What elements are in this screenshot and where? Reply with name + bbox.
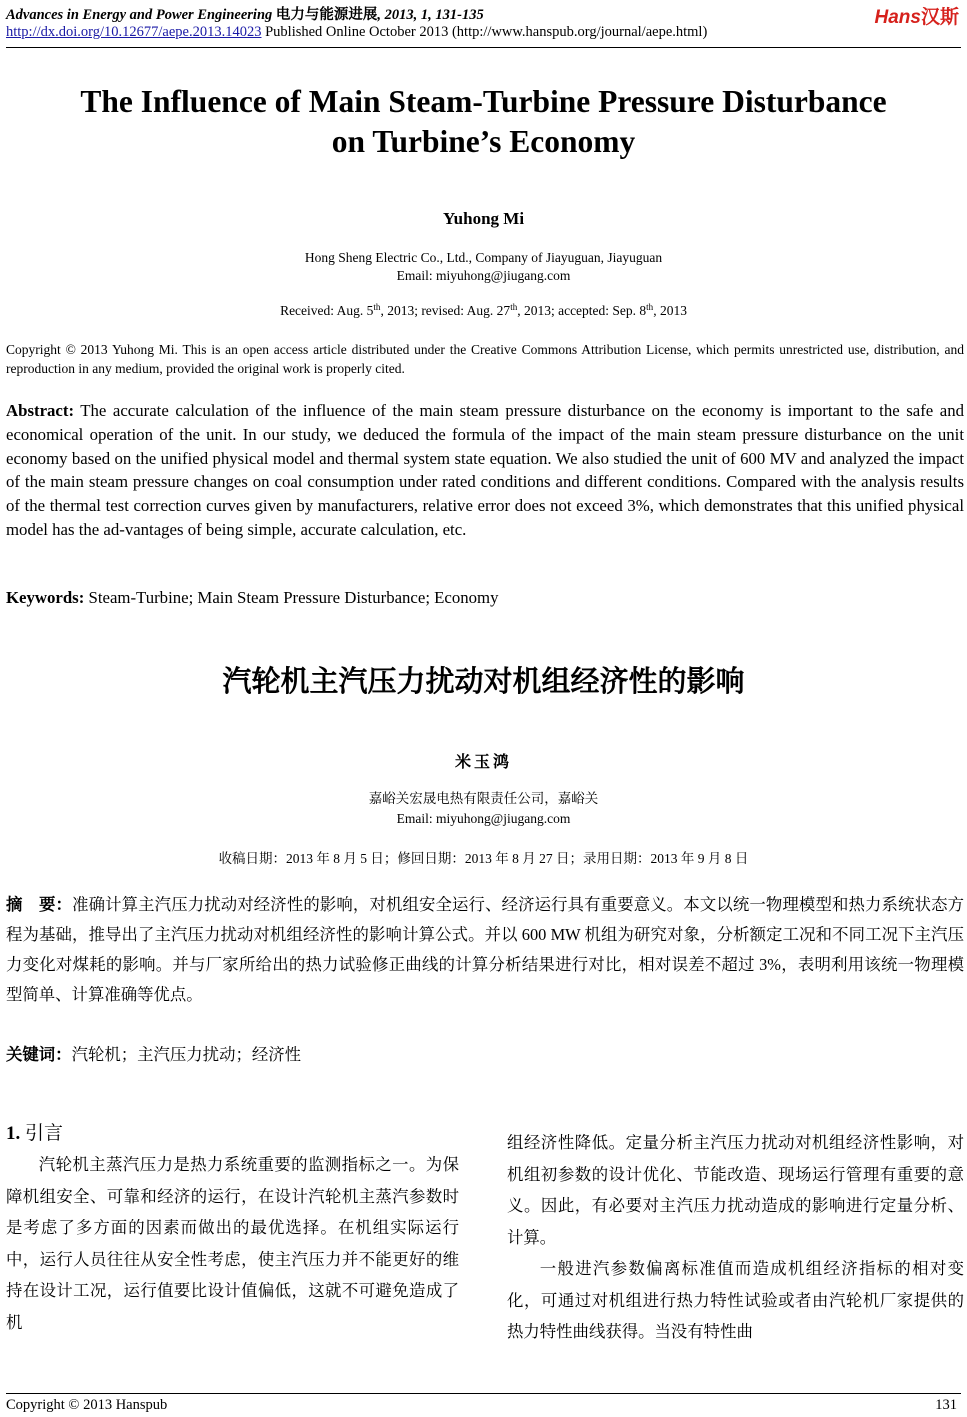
author-name: Yuhong Mi (442, 209, 525, 228)
volume-info: , 2013, 1, 131-135 (377, 7, 484, 23)
cn-author-name: 米玉鸿 (454, 754, 512, 771)
paper-title (0, 82, 967, 162)
section-number: 1. (6, 1123, 25, 1144)
received-text: Received: Aug. 5 (280, 303, 374, 318)
section-heading (6, 1118, 459, 1145)
received-dates (0, 303, 967, 319)
journal-header (6, 3, 484, 24)
published-online: Published Online October 2013 (http://www.hanspub.org/journal/aepe.html) (265, 24, 708, 40)
cn-keywords-label: 关键词： (6, 1045, 72, 1064)
journal-name: Advances in Energy and Power Engineering (6, 7, 273, 23)
abstract (6, 399, 964, 542)
abstract-text: The accurate calculation of the influence of the main steam pressure disturbance on the economy is important to the safe and economical operation of the unit. In our study, we deduced the formula of the impact of the main steam pressure disturbance on the unit economy based on the unified physical model and thermal system state equation. We also studied the unit of 600 MV and analyzed the impact of the main steam pressure changes on coal consumption under rated conditions and different conditions. Compared with the analysis results of the thermal test correction curves given by manufacturers, relative error does not exceed 3%, which demonstrates that this unified physical model has the ad-vantages of being simple, accurate calculation, etc. (6, 401, 964, 539)
footer-copyright: Copyright © 2013 Hanspub (6, 1397, 168, 1413)
cn-paper-title: 汽轮机主汽压力扰动对机组经济性的影响 (222, 664, 745, 698)
title-line-1: The Influence of Main Steam-Turbine Pressure Disturbance (80, 84, 887, 119)
cn-abstract-label: 摘 要： (6, 895, 73, 914)
cn-author-email[interactable]: Email: miyuhong@jiugang.com (396, 811, 571, 826)
section-title: 引言 (25, 1122, 64, 1144)
cn-keywords-text: 汽轮机；主汽压力扰动；经济性 (71, 1045, 302, 1064)
body-column-left (6, 1118, 459, 1338)
cn-received-dates: 收稿日期：2013 年 8 月 5 日；修回日期：2013 年 8 月 27 日；录用日期：2013 年 9 月 8 日 (218, 851, 749, 866)
body-paragraph: 汽轮机主蒸汽压力是热力系统重要的监测指标之一。为保障机组安全、可靠和经济的运行，在设计汽轮机主蒸汽参数时是考虑了多方面的因素而做出的最优选择。在机组实际运行中，运行人员往往从安全性考虑，使主汽压力并不能更好的维持在设计工况，运行值要比设计值偏低，这就不可避免造成了机 (6, 1155, 459, 1332)
body-paragraph: 组经济性降低。定量分析主汽压力扰动对机组经济性影响，对机组初参数的设计优化、节能改造、现场运行管理有重要的意义。因此，有必要对主汽压力扰动造成的影响进行定量分析、计算。 (507, 1133, 964, 1247)
author-email[interactable]: Email: miyuhong@jiugang.com (396, 268, 571, 283)
logo-hans-text: Hans (874, 7, 921, 28)
keywords-text: Steam-Turbine; Main Steam Pressure Disturbance; Economy (84, 588, 499, 607)
ordinal-suffix: th (646, 302, 654, 312)
body-column-right (507, 1127, 964, 1348)
accepted-text: , 2013; accepted: Sep. 8 (517, 303, 647, 318)
keywords-label: Keywords: (6, 588, 85, 607)
cn-abstract-text: 准确计算主汽压力扰动对经济性的影响，对机组安全运行、经济运行具有重要意义。本文以统一物理模型和热力系统状态方程为基础，推导出了主汽压力扰动对机组经济性的影响计算公式。并以 600 MW 机组为研究对象，分析额定工况和不同工况下主汽压力变化对煤耗的影响。并与厂家所给出的热力试验修正曲线的计算分析结果进行对比，相对误差不超过 3%，表明利用该统一物理模型简单、计算准确等优点。 (6, 895, 964, 1004)
ordinal-suffix: th (373, 302, 381, 312)
logo-cn-text: 汉斯 (920, 7, 959, 28)
doi-line (6, 24, 707, 41)
abstract-label: Abstract: (6, 401, 75, 420)
body-paragraph: 一般进汽参数偏离标准值而造成机组经济指标的相对变化，可通过对机组进行热力特性试验或者由汽轮机厂家提供的热力特性曲线获得。当没有特性曲 (507, 1259, 964, 1341)
cn-affiliation-block (0, 789, 967, 829)
revised-text: , 2013; revised: Aug. 27 (380, 303, 511, 318)
doi-link[interactable]: http://dx.doi.org/10.12677/aepe.2013.14023 (6, 24, 262, 40)
title-line-2: on Turbine’s Economy (331, 124, 636, 159)
footer-rule (6, 1393, 961, 1394)
affiliation: Hong Sheng Electric Co., Ltd., Company of Jiayuguan, Jiayuguan (304, 250, 663, 265)
keywords (6, 586, 964, 610)
journal-name-cn: 电力与能源进展 (275, 7, 378, 23)
copyright-notice: Copyright © 2013 Yuhong Mi. This is an open access article distributed under the Creative Commons Attribution License, which permits unrestricted use, distribution, and reproduction in any medium, provided the original work is properly cited. (6, 342, 964, 376)
publisher-logo (875, 2, 959, 29)
page-number: 131 (935, 1397, 957, 1413)
cn-abstract (6, 890, 964, 1010)
year-text: , 2013 (653, 303, 687, 318)
cn-keywords (6, 1040, 964, 1070)
affiliation-block (0, 249, 967, 285)
cn-affiliation: 嘉峪关宏晟电热有限责任公司，嘉峪关 (368, 791, 599, 806)
ordinal-suffix: th (510, 302, 518, 312)
header-rule (6, 47, 961, 48)
